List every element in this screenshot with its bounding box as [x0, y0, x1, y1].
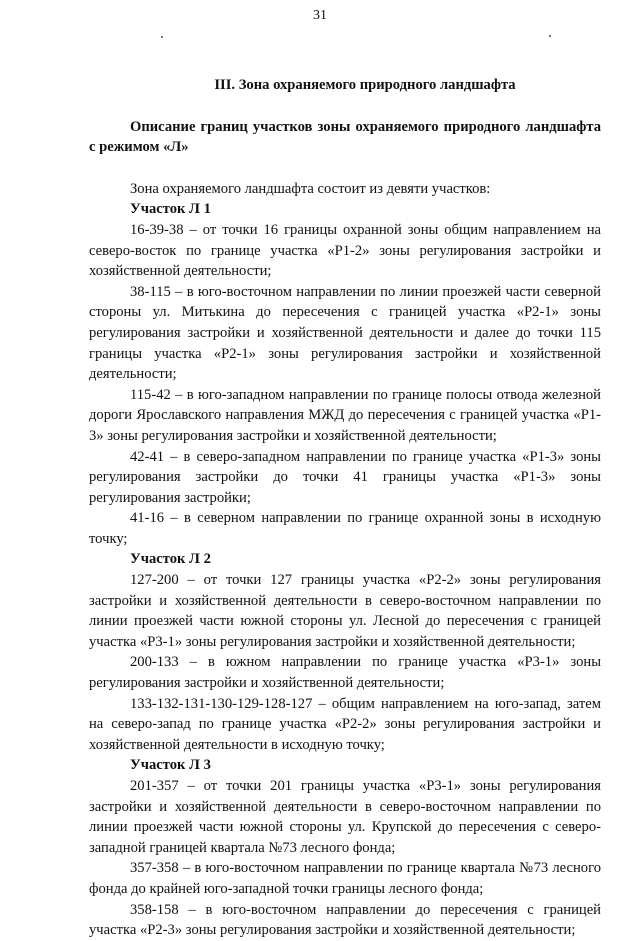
boundary-paragraph: 127-200 – от точки 127 границы участка «Р2-2» зоны регулирования застройки и хозяйственной деятельности в северо-восточном направлении по линии проезжей части южной стороны ул. Лесной до пересечения с границей участка «Р3-1» зоны регулирования застройки и хозяйственной деятельности;	[89, 572, 601, 650]
page-number: 31	[313, 8, 327, 23]
plot-heading: Участок Л 3	[130, 757, 211, 774]
boundary-paragraph: 16-39-38 – от точки 16 границы охранной зоны общим направлением на северо-восток по границе участка «Р1-2» зоны регулирования застройки и хозяйственной деятельности;	[89, 221, 601, 280]
intro-paragraph: Зона охраняемого ландшафта состоит из девяти участков:	[130, 180, 491, 197]
scan-speck	[161, 36, 163, 38]
boundary-paragraph: 38-115 – в юго-восточном направлении по линии проезжей части северной стороны ул. Митькина до пересечения с границей участка «Р2-1» зоны регулирования застройки и хозяйственной деятельности и далее до точки 115 границы участка «Р2-1» зоны регулирования застройки и хозяйственной деятельности;	[89, 283, 601, 383]
boundary-paragraph: 115-42 – в юго-западном направлении по границе полосы отвода железной дороги Ярославского направления МЖД до пересечения с границей участка «Р1-3» зоны регулирования застройки и хозяйственной деятельности;	[89, 386, 601, 444]
boundary-paragraph: 358-158 – в юго-восточном направлении до пересечения с границей участка «Р2-3» зоны регулирования застройки и хозяйственной деятельности;	[89, 901, 601, 939]
plot-heading: Участок Л 2	[130, 551, 211, 568]
boundary-paragraph: 357-358 – в юго-восточном направлении по границе квартала №73 лесного фонда до крайней юго-западной точки границы лесного фонда;	[89, 860, 601, 897]
section-subtitle: Описание границ участков зоны охраняемого природного ландшафта с режимом «Л»	[89, 118, 601, 156]
plot-heading: Участок Л 1	[130, 201, 211, 218]
scan-speck	[549, 35, 551, 37]
boundary-paragraph: 133-132-131-130-129-128-127 – общим направлением на юго-запад, затем на северо-запад по границе участка «Р2-2» зоны регулирования застройки и хозяйственной деятельности в исходную точку;	[89, 695, 601, 753]
section-title: III. Зона охраняемого природного ландшафта	[214, 77, 516, 93]
boundary-paragraph: 201-357 – от точки 201 границы участка «Р3-1» зоны регулирования застройки и хозяйственной деятельности в северо-восточном направлении по линии проезжей части южной стороны ул. Крупской до пересечения с северо-западной границей квартала №73 лесного фонда;	[89, 778, 601, 856]
plot-l1	[89, 199, 601, 549]
boundary-paragraph: 200-133 – в южном направлении по границе участка «Р3-1» зоны регулирования застройки и хозяйственной деятельности;	[89, 654, 601, 692]
boundary-paragraph: 41-16 – в северном направлении по границе охранной зоны в исходную точку;	[89, 510, 601, 547]
plot-l2	[89, 549, 601, 755]
document-body	[89, 75, 601, 941]
plot-l3	[89, 755, 601, 940]
boundary-paragraph: 42-41 – в северо-западном направлении по границе участка «Р1-3» зоны регулирования застройки до точки 41 границы участка «Р1-3» зоны регулирования застройки;	[89, 448, 601, 506]
